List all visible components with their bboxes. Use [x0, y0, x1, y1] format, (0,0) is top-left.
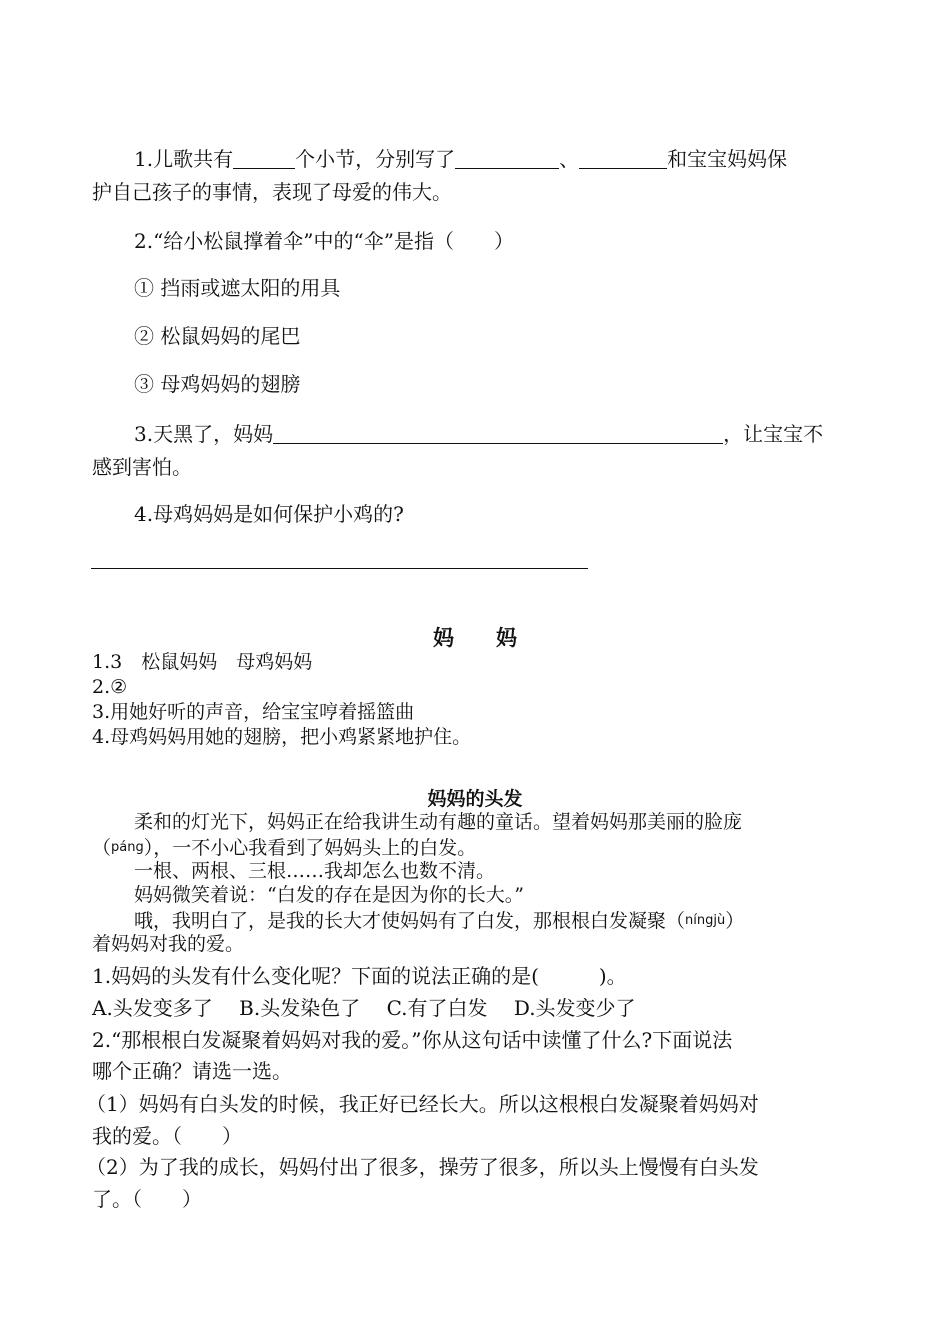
- choice-2-line-1: （2）为了我的成长，妈妈付出了很多，操劳了很多，所以头上慢慢有白头发: [86, 1155, 759, 1179]
- answer-blank[interactable]: [273, 421, 723, 444]
- passage-p4-line-2: 着妈妈对我的爱。: [92, 933, 245, 955]
- answer-blank[interactable]: [233, 146, 295, 169]
- q3-text-a: 3.天黑了，妈妈: [134, 422, 274, 446]
- answer-2: 2.②: [92, 676, 128, 698]
- answer-4: 4.母鸡妈妈用她的翅膀，把小鸡紧紧地护住。: [92, 726, 472, 748]
- pinyin-annotation: níngjù: [685, 913, 726, 928]
- answer-blank[interactable]: [579, 146, 667, 169]
- q1-text-a: 1.儿歌共有: [134, 147, 234, 171]
- question-1-line-1: [134, 145, 860, 173]
- comprehension-q2-line-2: 哪个正确？请选一选。: [92, 1059, 292, 1083]
- question-2: 2.“给小松鼠撑着伞”中的“伞”是指（ ）: [134, 229, 514, 253]
- q3-text-b: ，让宝宝不: [723, 422, 824, 446]
- passage-text: ），一不小心我看到了妈妈头上的白发。: [143, 837, 477, 859]
- question-1-line-2: 护自己孩子的事情，表现了母爱的伟大。: [92, 180, 452, 204]
- answer-key-title: 妈 妈: [433, 625, 517, 650]
- q1-text-c: 和宝宝妈妈保: [667, 147, 788, 171]
- option-3: ③ 母鸡妈妈的翅膀: [134, 372, 301, 396]
- passage-p2: 一根、两根、三根……我却怎么也数不清。: [134, 860, 496, 882]
- passage-text: 哦，我明白了，是我的长大才使妈妈有了白发，那根根白发凝聚（: [134, 910, 686, 932]
- answer-blank[interactable]: [455, 146, 559, 169]
- choice-1-line-2: 我的爱。（ ）: [92, 1124, 242, 1148]
- question-4: 4.母鸡妈妈是如何保护小鸡的?: [134, 502, 404, 526]
- choice-1-line-1: （1）妈妈有白头发的时候，我正好已经长大。所以这根根白发凝聚着妈妈对: [86, 1092, 759, 1116]
- paren-close: ）: [725, 910, 745, 932]
- passage-title: 妈妈的头发: [427, 788, 523, 810]
- passage-p4-line-1: [134, 908, 860, 934]
- pinyin-annotation: páng: [111, 840, 144, 855]
- option-2: ② 松鼠妈妈的尾巴: [134, 324, 301, 348]
- question-3-line-2: 感到害怕。: [92, 455, 192, 479]
- option-1: ① 挡雨或遮太阳的用具: [134, 276, 341, 300]
- comprehension-q2-line-1: 2.“那根根白发凝聚着妈妈对我的爱。”你从这句话中读懂了什么?下面说法: [92, 1028, 733, 1052]
- answer-line[interactable]: [91, 568, 588, 569]
- passage-p1-line-1: 柔和的灯光下，妈妈正在给我讲生动有趣的童话。望着妈妈那美丽的脸庞: [134, 811, 743, 833]
- answer-3: 3.用她好听的声音，给宝宝哼着摇篮曲: [92, 701, 415, 723]
- choice-2-line-2: 了。（ ）: [92, 1187, 202, 1211]
- comprehension-q1: 1.妈妈的头发有什么变化呢？下面的说法正确的是( )。: [92, 964, 627, 988]
- passage-p3: 妈妈微笑着说：“白发的存在是因为你的长大。”: [134, 884, 524, 906]
- paren-open: （: [92, 837, 112, 859]
- q1-text-b: 个小节，分别写了: [295, 147, 456, 171]
- comprehension-q1-options: A.头发变多了 B.头发染色了 C.有了白发 D.头发变少了: [92, 996, 636, 1020]
- answer-1: 1.3 松鼠妈妈 母鸡妈妈: [92, 651, 313, 673]
- question-3-line-1: [134, 420, 860, 448]
- q1-sep: 、: [559, 147, 580, 171]
- passage-p1-line-2: [92, 835, 860, 861]
